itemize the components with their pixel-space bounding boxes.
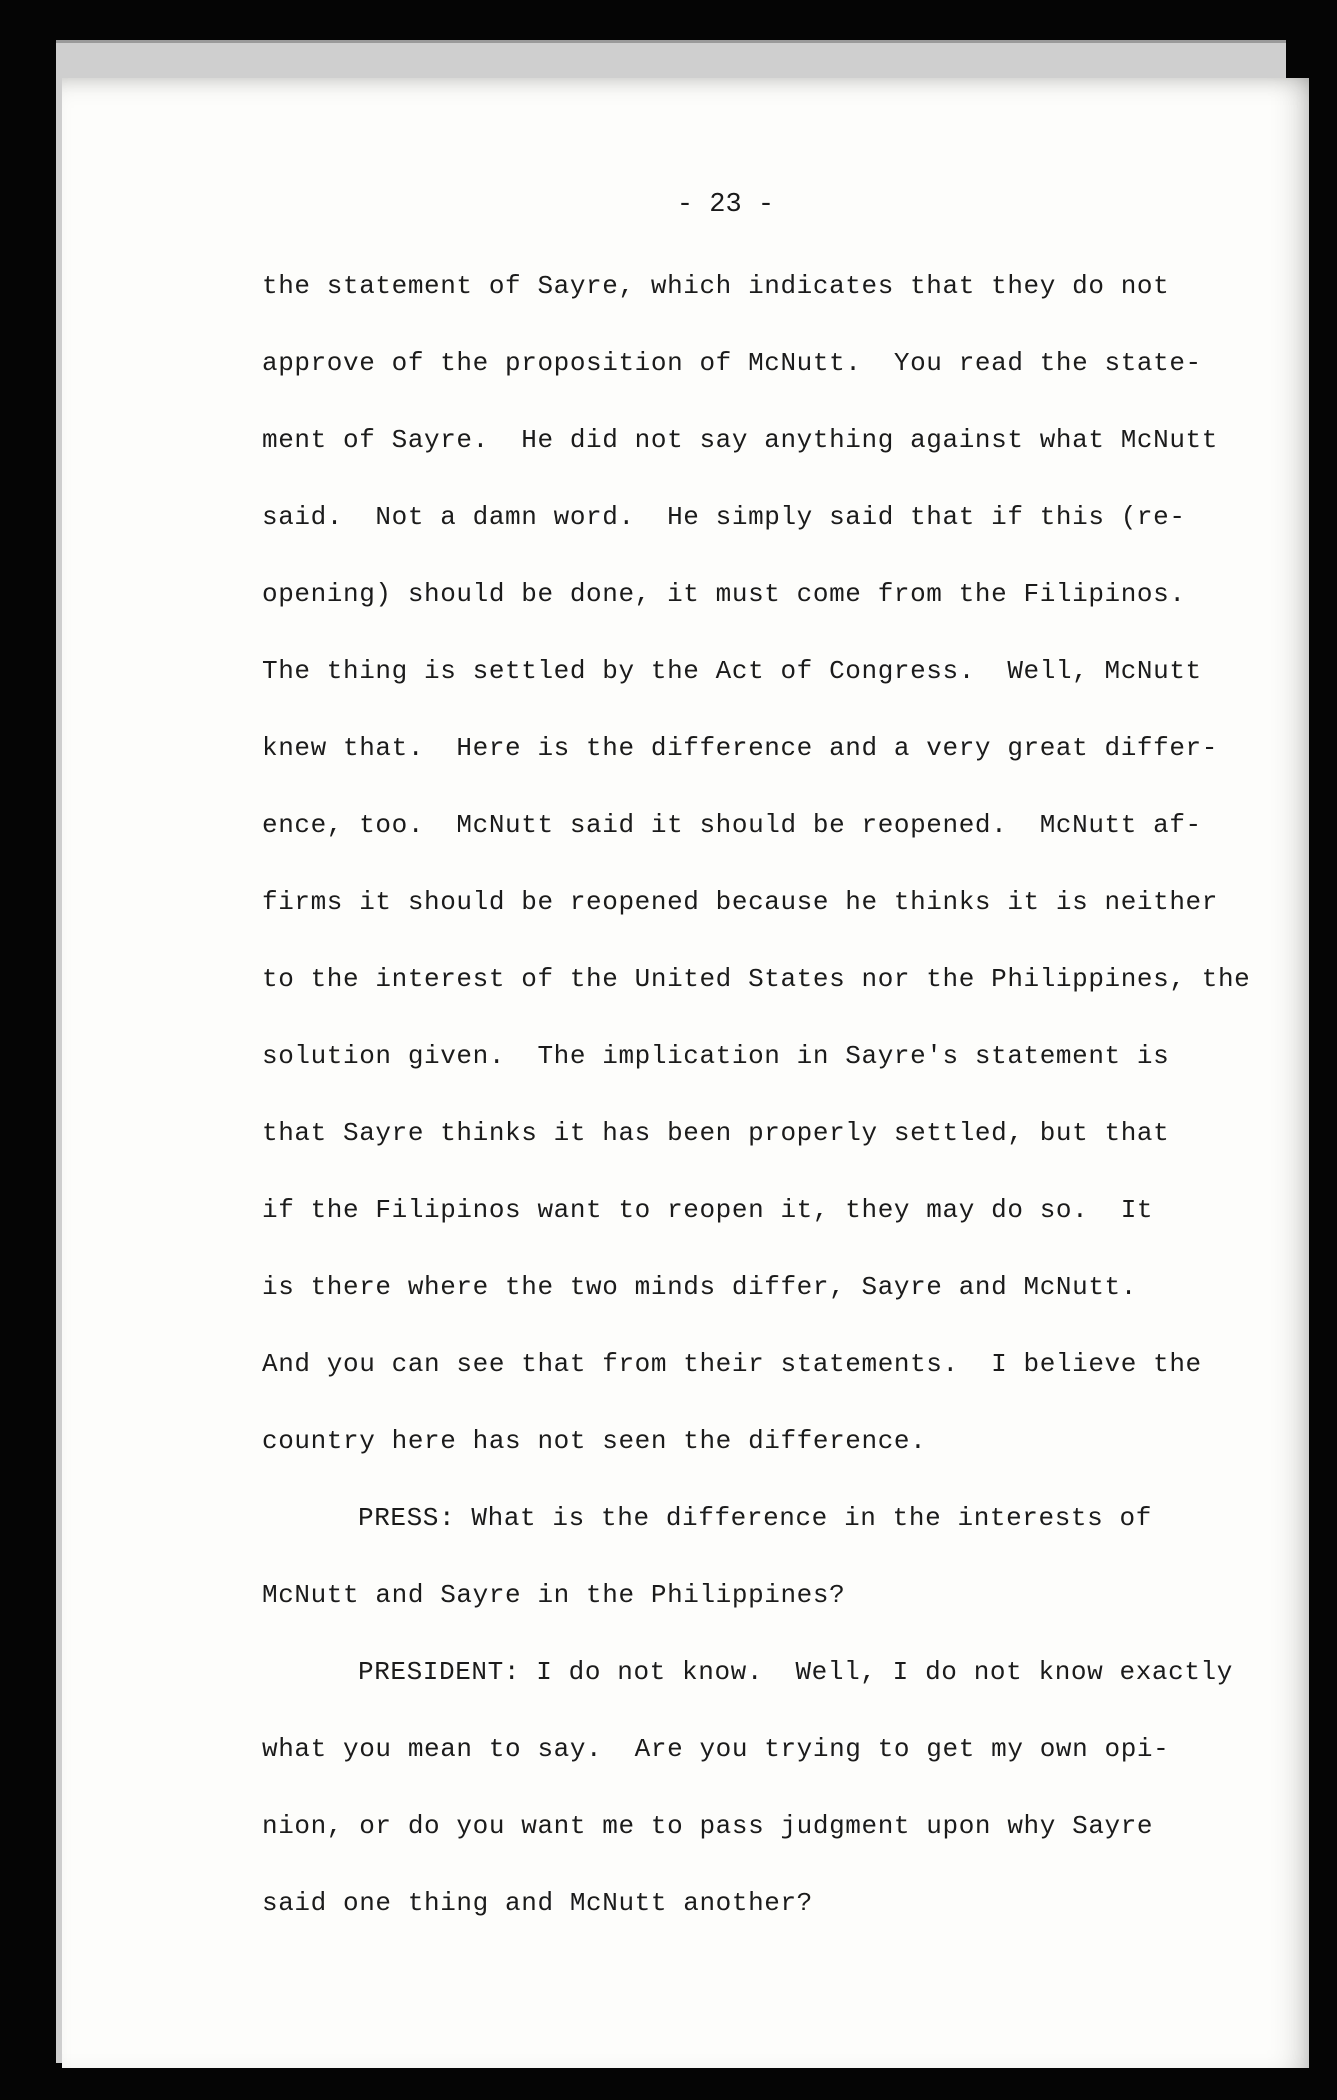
text-line: opening) should be done, it must come from the Filipinos. [262, 579, 1186, 609]
text-line: nion, or do you want me to pass judgment upon why Sayre [262, 1811, 1154, 1841]
text-line: country here has not seen the difference. [262, 1426, 927, 1456]
text-line: ment of Sayre. He did not say anything against what McNutt [262, 425, 1218, 455]
text-line: And you can see that from their statements. I believe the [262, 1349, 1202, 1379]
text-line: that Sayre thinks it has been properly settled, but that [262, 1118, 1170, 1148]
text-line: The thing is settled by the Act of Congress. Well, McNutt [262, 656, 1202, 686]
text-line: to the interest of the United States nor the Philippines, the [262, 964, 1251, 994]
text-line: firms it should be reopened because he thinks it is neither [262, 887, 1218, 917]
page-number: - 23 - [676, 190, 775, 220]
text-line: if the Filipinos want to reopen it, they may do so. It [262, 1195, 1154, 1225]
text-line: the statement of Sayre, which indicates that they do not [262, 271, 1170, 301]
text-line: knew that. Here is the difference and a very great differ- [262, 733, 1218, 763]
press-question-line: PRESS: What is the difference in the interests of [358, 1503, 1152, 1533]
text-line: ence, too. McNutt said it should be reopened. McNutt af- [262, 810, 1202, 840]
text-line: said one thing and McNutt another? [262, 1888, 813, 1918]
text-line: solution given. The implication in Sayre's statement is [262, 1041, 1170, 1071]
transcript-body [262, 248, 1272, 1942]
text-line: said. Not a damn word. He simply said that if this (re- [262, 502, 1186, 532]
text-line: is there where the two minds differ, Sayre and McNutt. [262, 1272, 1137, 1302]
president-answer-line: PRESIDENT: I do not know. Well, I do not know exactly [358, 1657, 1233, 1687]
text-line: McNutt and Sayre in the Philippines? [262, 1580, 846, 1610]
text-line: approve of the proposition of McNutt. You read the state- [262, 348, 1202, 378]
text-line: what you mean to say. Are you trying to get my own opi- [262, 1734, 1170, 1764]
document-page [62, 78, 1309, 2068]
